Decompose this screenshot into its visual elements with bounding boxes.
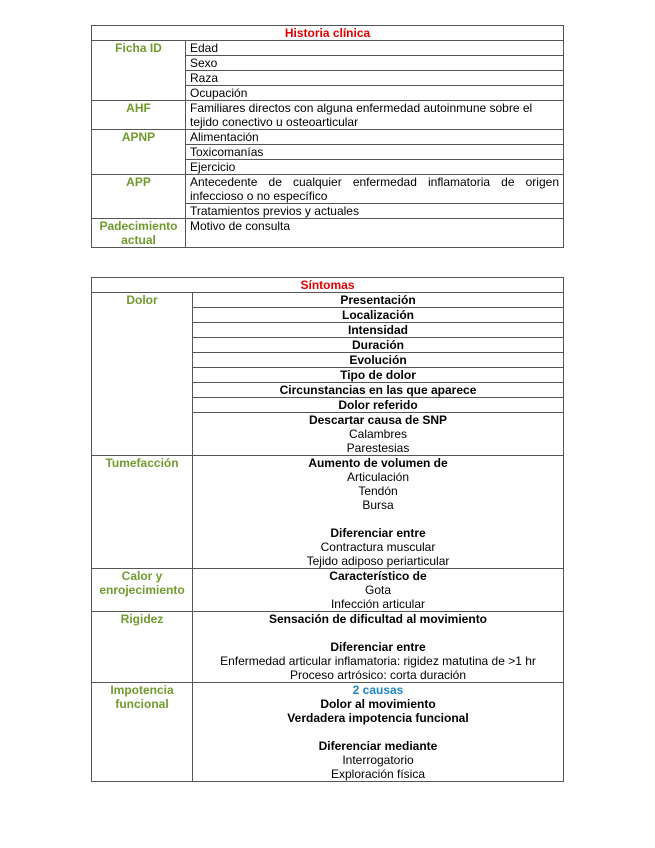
- apnp-label: APNP: [92, 130, 186, 175]
- padecimiento-text: Motivo de consulta: [186, 219, 564, 248]
- calor-item: Infección articular: [330, 597, 426, 611]
- rigidez-diff-item: Enfermedad articular inflamatoria: rigidez matutina de >1 hr: [220, 654, 536, 668]
- dolor-item: Localización: [193, 308, 564, 323]
- impotencia-cause: Dolor al movimiento: [320, 697, 436, 711]
- tumefaccion-diff-heading: Diferenciar entre: [330, 526, 426, 540]
- calor-cell: [193, 569, 564, 612]
- rigidez-cell: [193, 612, 564, 683]
- ficha-item: Ocupación: [186, 86, 564, 101]
- rigidez-diff-heading: Diferenciar entre: [330, 640, 426, 654]
- dolor-item: Evolución: [193, 353, 564, 368]
- rigidez-diff-item: Proceso artrósico: corta duración: [289, 668, 467, 682]
- tumefaccion-item: Tendón: [358, 484, 398, 498]
- tumefaccion-diff-item: Contractura muscular: [320, 540, 436, 554]
- dolor-item: Intensidad: [193, 323, 564, 338]
- impotencia-cause: Verdadera impotencia funcional: [287, 711, 469, 725]
- snp-item: Parestesias: [346, 441, 410, 455]
- apnp-item: Ejercicio: [186, 160, 564, 175]
- app-item: Tratamientos previos y actuales: [186, 204, 564, 219]
- apnp-item: Toxicomanías: [186, 145, 564, 160]
- sintomas-table: [91, 277, 564, 782]
- calor-heading: Característico de: [329, 569, 427, 583]
- ahf-text: Familiares directos con alguna enfermedad autoinmune sobre el tejido conectivo u osteoarticular: [186, 101, 564, 130]
- dolor-item: Dolor referido: [193, 398, 564, 413]
- sintomas-title: Síntomas: [92, 278, 564, 293]
- historia-clinica-table: [91, 25, 564, 248]
- apnp-item: Alimentación: [186, 130, 564, 145]
- ficha-id-label: Ficha ID: [92, 41, 186, 101]
- impotencia-diff-heading: Diferenciar mediante: [318, 739, 438, 753]
- tumefaccion-heading: Aumento de volumen de: [308, 456, 448, 470]
- ficha-item: Edad: [186, 41, 564, 56]
- dolor-item: Presentación: [193, 293, 564, 308]
- historia-title: Historia clínica: [92, 26, 564, 41]
- impotencia-label: Impotencia funcional: [92, 683, 193, 782]
- dolor-item: Duración: [193, 338, 564, 353]
- rigidez-label: Rigidez: [92, 612, 193, 683]
- ficha-item: Sexo: [186, 56, 564, 71]
- dolor-label: Dolor: [92, 293, 193, 456]
- app-label: APP: [92, 175, 186, 219]
- dolor-item: Circunstancias en las que aparece: [193, 383, 564, 398]
- tumefaccion-item: Articulación: [346, 470, 410, 484]
- calor-item: Gota: [364, 583, 391, 597]
- ahf-label: AHF: [92, 101, 186, 130]
- ficha-item: Raza: [186, 71, 564, 86]
- snp-item: Calambres: [348, 427, 408, 441]
- padecimiento-label: Padecimiento actual: [92, 219, 186, 248]
- calor-label: Calor y enrojecimiento: [92, 569, 193, 612]
- tumefaccion-item: Bursa: [362, 498, 394, 512]
- dolor-item: Tipo de dolor: [193, 368, 564, 383]
- tumefaccion-label: Tumefacción: [92, 456, 193, 569]
- impotencia-diff-item: Interrogatorio: [342, 753, 414, 767]
- app-item: Antecedente de cualquier enfermedad inflamatoria de origen infeccioso o no específico: [186, 175, 564, 204]
- tumefaccion-diff-item: Tejido adiposo periarticular: [306, 554, 450, 568]
- rigidez-heading: Sensación de dificultad al movimiento: [268, 612, 488, 626]
- impotencia-causes-title: 2 causas: [352, 683, 404, 697]
- snp-title: Descartar causa de SNP: [308, 413, 448, 427]
- snp-cell: [193, 413, 564, 456]
- impotencia-diff-item: Exploración física: [330, 767, 426, 781]
- tumefaccion-cell: [193, 456, 564, 569]
- impotencia-cell: [193, 683, 564, 782]
